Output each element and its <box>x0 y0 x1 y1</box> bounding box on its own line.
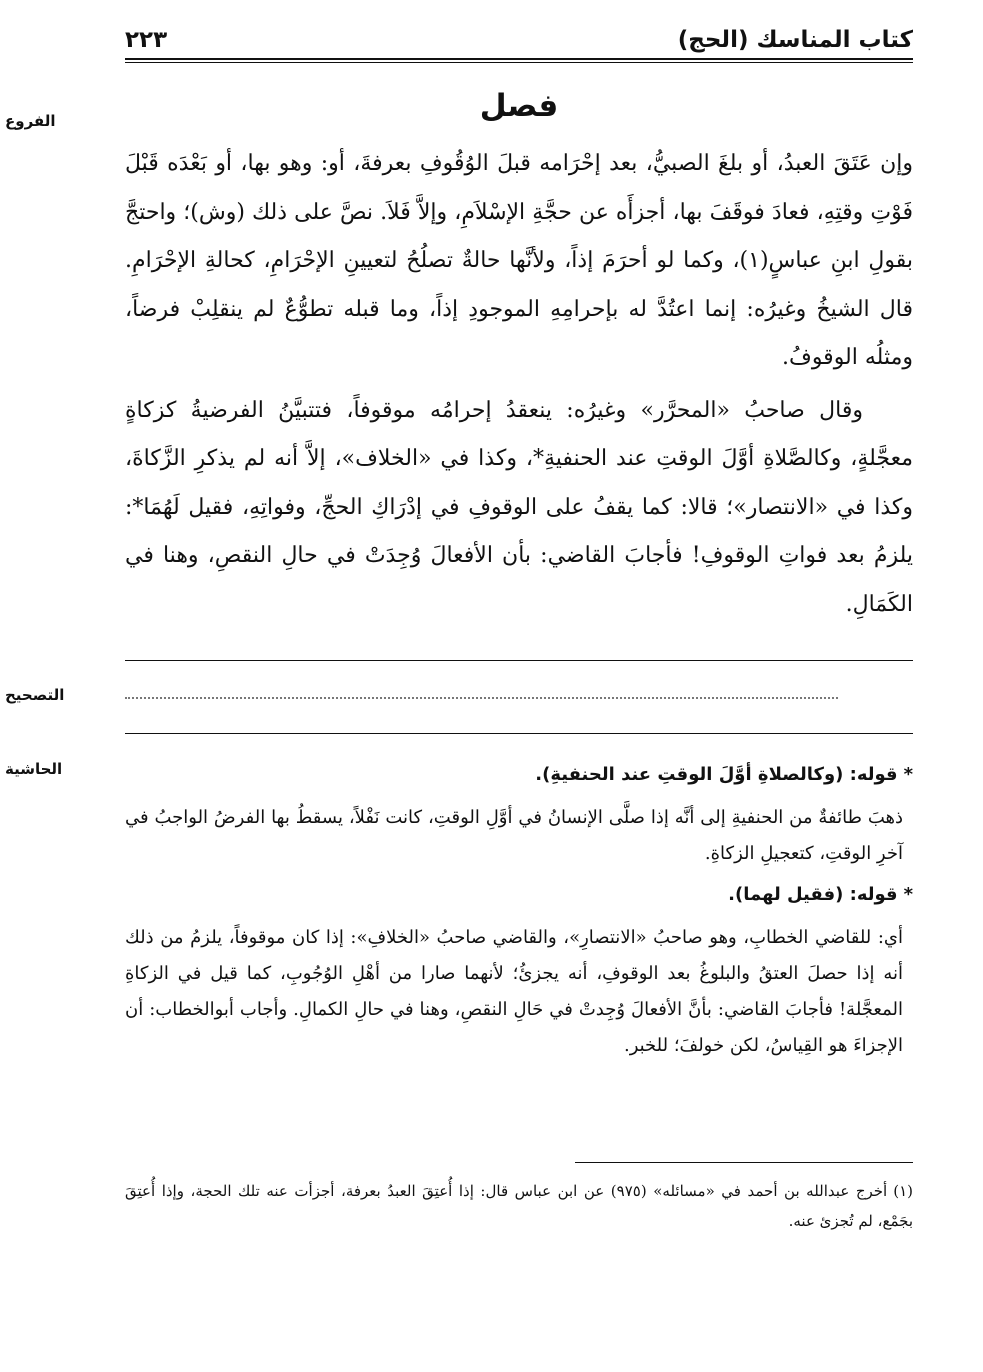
hashiya-star: * <box>903 884 913 905</box>
header-rule-thin <box>125 62 913 63</box>
header-rule <box>125 58 913 60</box>
tashih-dotted-line <box>125 697 838 699</box>
page-number: ٢٢٣ <box>125 27 168 53</box>
margin-label-hashiya: الحاشية <box>5 760 63 778</box>
hashiya-heading <box>125 758 913 792</box>
footnote <box>125 1176 913 1236</box>
main-text <box>125 140 913 629</box>
running-header <box>125 22 913 58</box>
section-heading: فصل <box>479 88 559 124</box>
margin-label-tashih: التصحيح <box>5 686 65 704</box>
tashih-rule-top <box>125 660 913 661</box>
hashiya-star: * <box>903 764 913 785</box>
hashiya-quote: قوله: (وكالصلاةِ أوَّلَ الوقتِ عند الحنفيةِ). <box>535 764 898 785</box>
footnote-text: أخرج عبدالله بن أحمد في «مسائله» (٩٧٥) عن ابن عباس قال: إذا أُعتِقَ العبدُ بعرفة، أجزأت عنه تلك الحجة، وإذا أُعتِقَ بجَمْع، لم تُجزئ عنه. <box>125 1182 913 1230</box>
hashiya-note: ذهبَ طائفةٌ من الحنفيةِ إلى أنَّه إذا صلَّى الإنسانُ في أوَّلِ الوقتِ، كانت نَفْلاً، يسقطُ بها الفرضُ الواجبُ في آخرِ الوقتِ، كتعجيلِ الزكاةِ. <box>125 807 903 864</box>
margin-label-furu: الفروع <box>5 112 56 130</box>
main-paragraph: وقال صاحبُ «المحرَّر» وغيرُه: ينعقدُ إحرامُه موقوفاً، فتتبيَّنُ الفرضيةُ كزكاةٍ معجَّلةٍ، وكالصَّلاةِ أوَّلَ الوقتِ عند الحنفيةِ*، وكذا في «الخلاف»، إلاَّ أنه لم يذكرِ الزَّكاةَ، وكذا في «الانتصار»؛ قالا: كما يقفُ على الوقوفِ في إدْرَاكِ الحجِّ، وفواتِهِ، فقيل لَهُمَا*: يلزمُ بعد فواتِ الوقوفِ! فأجابَ القاضي: بأن الأفعالَ وُجِدَتْ في حالِ النقصِ، وهنا في الكَمَالِ. <box>125 397 913 617</box>
footnote-number: (١) <box>893 1182 913 1200</box>
hashiya-section <box>125 758 913 1070</box>
hashiya-note: أي: للقاضي الخطابِ، وهو صاحبُ «الانتصارِ»، والقاضي صاحبُ «الخلافِ»: إذا كان موقوفاً، يلزمُ من ذلك أنه إذا حصلَ العتقُ والبلوغُ بعد الوقوفِ، أنه يجزئُ؛ لأنهما صارا من أهْلِ الوُجُوبِ، كما قيل في الزكاةِ المعجَّلة! فأجابَ القاضي: بأنَّ الأفعالَ وُجِدتْ في حَالِ النقصِ، وهنا في حالِ الكمالِ. وأجاب أبوالخطاب: أن الإجزاءَ هو القِياسُ، لكن خولفَ؛ للخبر. <box>125 927 903 1056</box>
tashih-rule-bottom <box>125 733 913 734</box>
main-paragraph: وإن عَتَقَ العبدُ، أو بلغَ الصبيُّ، بعد إحْرَامه قبلَ الوُقُوفِ بعرفةَ، أو: وهو بها، أو بَعْدَه قَبْلَ فَوْتِ وقتِهِ، فعادَ فوقَفَ بها، أجزأَه عن حجَّةِ الإسْلاَمِ، وإلاَّ فَلاَ. نصَّ على ذلك (وش)؛ واحتجَّ بقولِ ابنِ عباسٍ(١)، وكما لو أحرَمَ إذاً، ولأنَّها حالةٌ تصلُحُ لتعيينِ الإحْرَامِ، كحالةِ الإحْرَامِ. قال الشيخُ وغيرُه: إنما اعتُدَّ له بإحرامِهِ الموجودِ إذاً، وما قبله تطوُّعٌ لم ينقلِبْ فرضاً، ومثلُه الوقوفُ. <box>125 151 913 370</box>
book-title: كتاب المناسك (الحج) <box>677 27 913 53</box>
footnote-rule <box>575 1162 913 1163</box>
hashiya-quote: قوله: (فقيل لهما). <box>728 884 898 905</box>
hashiya-heading <box>125 878 913 912</box>
